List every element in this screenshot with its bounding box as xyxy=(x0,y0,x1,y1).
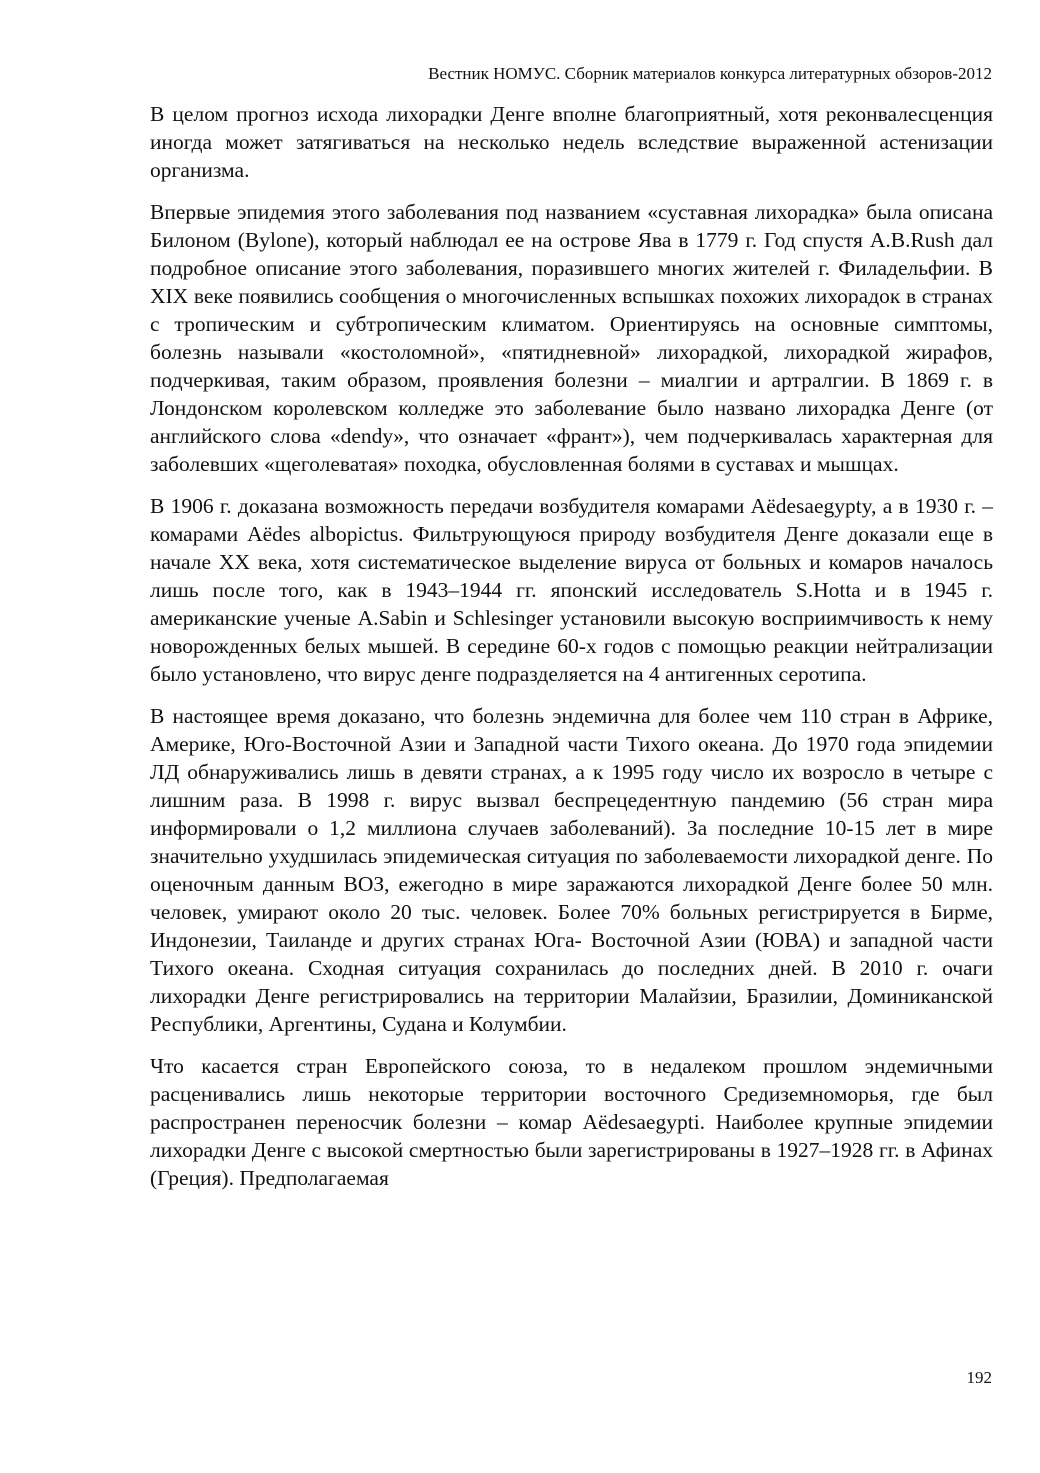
paragraph-epidemiology: В настоящее время доказано, что болезнь эндемична для более чем 110 стран в Африке, Америке, Юго-Восточной Азии и Западной части Тихого океана. До 1970 года эпидемии ЛД обнаруживались лишь в девяти странах, а к 1995 году число их возросло в четыре с лишним раза. В 1998 г. вирус вызвал беспрецедентную пандемию (56 стран мира информировали о 1,2 миллиона случаев заболеваний). За последние 10-15 лет в мире значительно ухудшилась эпидемическая ситуация по заболеваемости лихорадкой денге. По оценочным данным ВОЗ, ежегодно в мире заражаются лихорадкой Денге более 50 млн. человек, умирают около 20 тыс. человек. Более 70% больных регистрируется в Бирме, Индонезии, Таиланде и других странах Юга- Восточной Азии (ЮВА) и западной части Тихого океана. Сходная ситуация сохранилась до последних дней. В 2010 г. очаги лихорадки Денге регистрировались на территории Малайзии, Бразилии, Доминиканской Республики, Аргентины, Судана и Колумбии. xyxy=(150,704,993,1036)
page-number: 192 xyxy=(966,1368,992,1387)
paragraph-prognosis: В целом прогноз исхода лихорадки Денге вполне благоприятный, хотя реконвалесценция иногда может затягиваться на несколько недель вследствие выраженной астенизации организма. xyxy=(150,102,993,182)
paragraph-transmission: В 1906 г. доказана возможность передачи возбудителя комарами Aёdesaegypty, а в 1930 г. – комарами Aёdes albopictus. Фильтрующуюся природу возбудителя Денге доказали еще в начале XX века, хотя систематическое выделение вируса от больных и комаров началось лишь после того, как в 1943–1944 гг. японский исследователь S.Hotta и в 1945 г. американские ученые A.Sabin и Schlesinger установили высокую восприимчивость к нему новорожденных белых мышей. В середине 60-х годов с помощью реакции нейтрализации было установлено, что вирус денге подразделяется на 4 антигенных серотипа. xyxy=(150,494,993,686)
running-header: Вестник НОМУС. Сборник материалов конкурса литературных обзоров-2012 xyxy=(428,64,992,83)
paragraph-history: Впервые эпидемия этого заболевания под названием «суставная лихорадка» была описана Билоном (Bylone), который наблюдал ее на острове Ява в 1779 г. Год спустя A.B.Rush дал подробное описание этого заболевания, поразившего многих жителей г. Филадельфии. В XIX веке появились сообщения о многочисленных вспышках похожих лихорадок в странах с тропическим и субтропическим климатом. Ориентируясь на основные симптомы, болезнь называли «костоломной», «пятидневной» лихорадкой, лихорадкой жирафов, подчеркивая, таким образом, проявления болезни – миалгии и артралгии. В 1869 г. в Лондонском королевском колледже это заболевание было названо лихорадка Денге (от английского слова «dendy», что означает «франт»), чем подчеркивалась характерная для заболевших «щеголеватая» походка, обусловленная болями в суставах и мышцах. xyxy=(150,200,993,476)
paragraph-europe: Что касается стран Европейского союза, то в недалеком прошлом эндемичными расценивались лишь некоторые территории восточного Средиземноморья, где был распространен переносчик болезни – комар Aёdesaegypti. Наиболее крупные эпидемии лихорадки Денге с высокой смертностью были зарегистрированы в 1927–1928 гг. в Афинах (Греция). Предполагаемая xyxy=(150,1054,993,1190)
body-text xyxy=(150,100,993,1206)
